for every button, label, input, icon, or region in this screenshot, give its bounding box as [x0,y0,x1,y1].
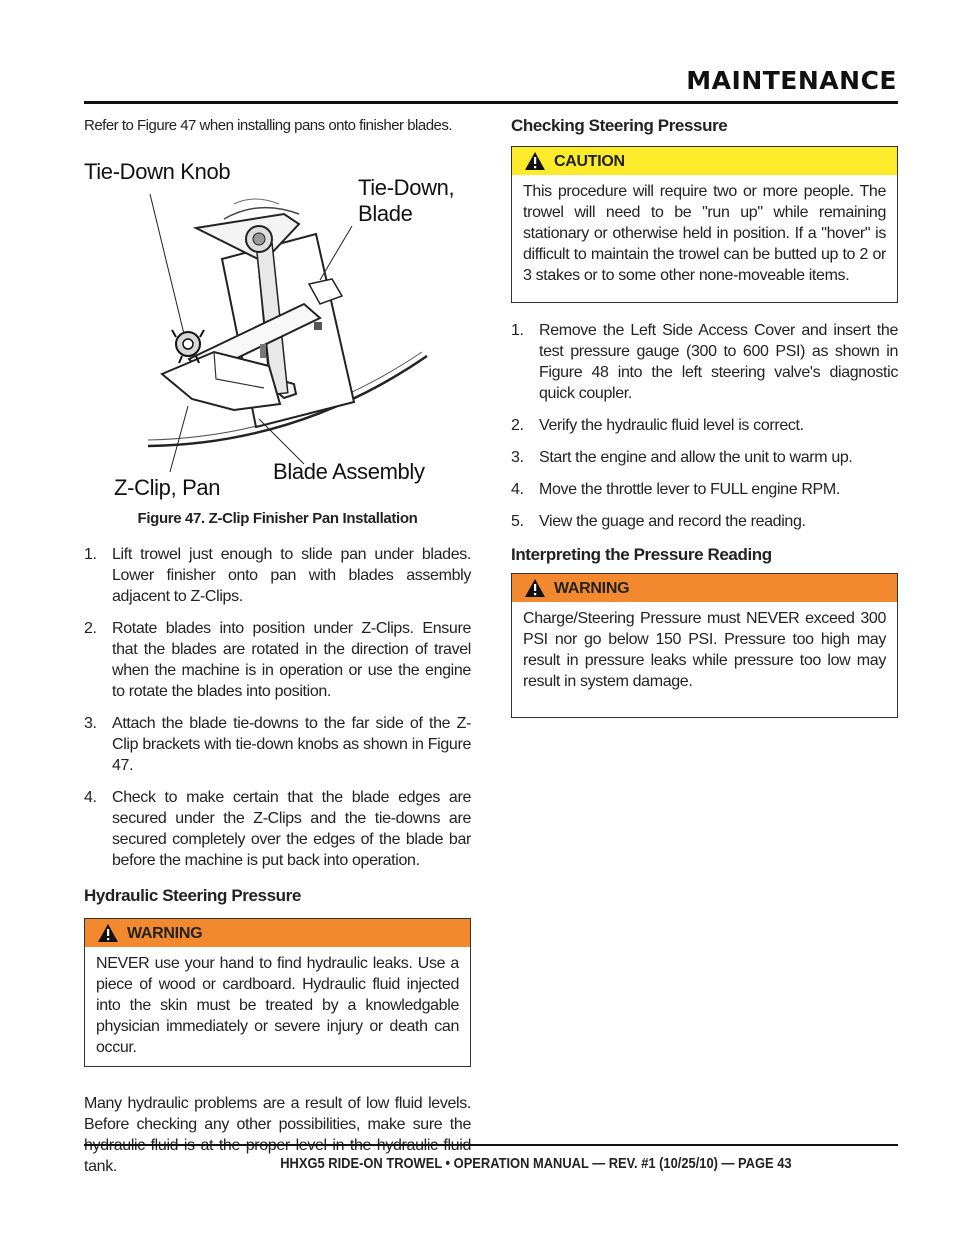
warning-text: NEVER use your hand to find hydraulic leaks. Use a piece of wood or cardboard. Hydraulic fluid injected into the skin must be treated by a knowledgable physician immediately or severe injury or death can occur. [96,955,459,1056]
warning-label: WARNING [127,924,203,942]
list-item: 4. Check to make certain that the blade edges are secured under the Z-Clips and the tie-downs are secured completely over the edges of the blade bar before the machine is put back into operation. [84,789,471,869]
interpreting-heading: Interpreting the Pressure Reading [511,545,772,564]
caution-bar [512,147,897,175]
list-item: 3. Start the engine and allow the unit to warm up. [511,449,853,466]
label-blade-assembly: Blade Assembly [273,459,425,484]
closing-paragraph: Many hydraulic problems are a result of low fluid levels. Before checking any other possibilities, make sure the tank. [84,1095,471,1175]
list-item: 2. Rotate blades into position under Z-Clips. Ensure that the blades are rotated in the direction of travel when the machine is in operation or use the engine to rotate the blades into position. [84,620,471,700]
footer-rule [84,1144,898,1146]
figure-47 [84,144,471,504]
label-tie-down-knob: Tie-Down Knob [84,159,231,184]
list-item: 3. Attach the blade tie-downs to the far side of the Z-Clip brackets with tie-down knobs as shown in Figure 47. [84,715,471,774]
figure-intro: Refer to Figure 47 when installing pans onto finisher blades. [84,117,453,134]
warning-triangle-icon [524,151,546,171]
warning-bar [85,919,470,947]
figure-caption: Figure 47. Z-Clip Finisher Pan Installation [137,510,418,527]
warning-text: Charge/Steering Pressure must NEVER exceed 300 PSI nor go below 150 PSI. Pressure too high may result in pressure leaks while pressure too low may result in system damage. [523,610,886,690]
list-item: 1. Lift trowel just enough to slide pan under blades. Lower finisher onto pan with blades assembly adjacent to Z-Clips. [84,546,471,605]
caution-text: This procedure will require two or more people. The trowel will need to be "run up" while remaining stationary or otherwise held in position. If a "hover" is difficult to maintain the trowel can be butted up to 2 or 3 stakes or to some other none-moveable items. [523,183,886,284]
page-title: MAINTENANCE [686,66,897,95]
warning-box-pressure [511,573,898,718]
warning-bar [512,574,897,602]
hydraulic-heading: Hydraulic Steering Pressure [84,886,301,905]
caution-box [511,146,898,303]
label-z-clip-pan: Z-Clip, Pan [114,475,221,500]
list-item: 2. Verify the hydraulic fluid level is correct. [511,417,804,434]
label-tie-down-blade-2: Blade [358,201,413,226]
warning-triangle-icon [97,923,119,943]
warning-box-hydraulic [84,918,471,1067]
list-item: 5. View the guage and record the reading. [511,513,806,530]
list-item: 4. Move the throttle lever to FULL engine RPM. [511,481,840,498]
install-steps [84,544,471,871]
label-tie-down-blade-1: Tie-Down, [358,175,455,200]
header-rule [84,101,898,104]
warning-label: WARNING [554,579,630,597]
checking-heading: Checking Steering Pressure [511,116,728,135]
page-footer: HHXG5 RIDE-ON TROWEL • OPERATION MANUAL — REV. #1 (10/25/10) — PAGE 43 [280,1155,792,1172]
right-column [511,115,898,718]
warning-triangle-icon [524,578,546,598]
list-item: 1. Remove the Left Side Access Cover and insert the test pressure gauge (300 to 600 PSI) as shown in Figure 48 into the left steering valve's diagnostic quick coupler. [511,322,898,402]
caution-label: CAUTION [554,152,625,170]
pressure-steps [511,320,898,532]
left-column [84,115,471,1177]
